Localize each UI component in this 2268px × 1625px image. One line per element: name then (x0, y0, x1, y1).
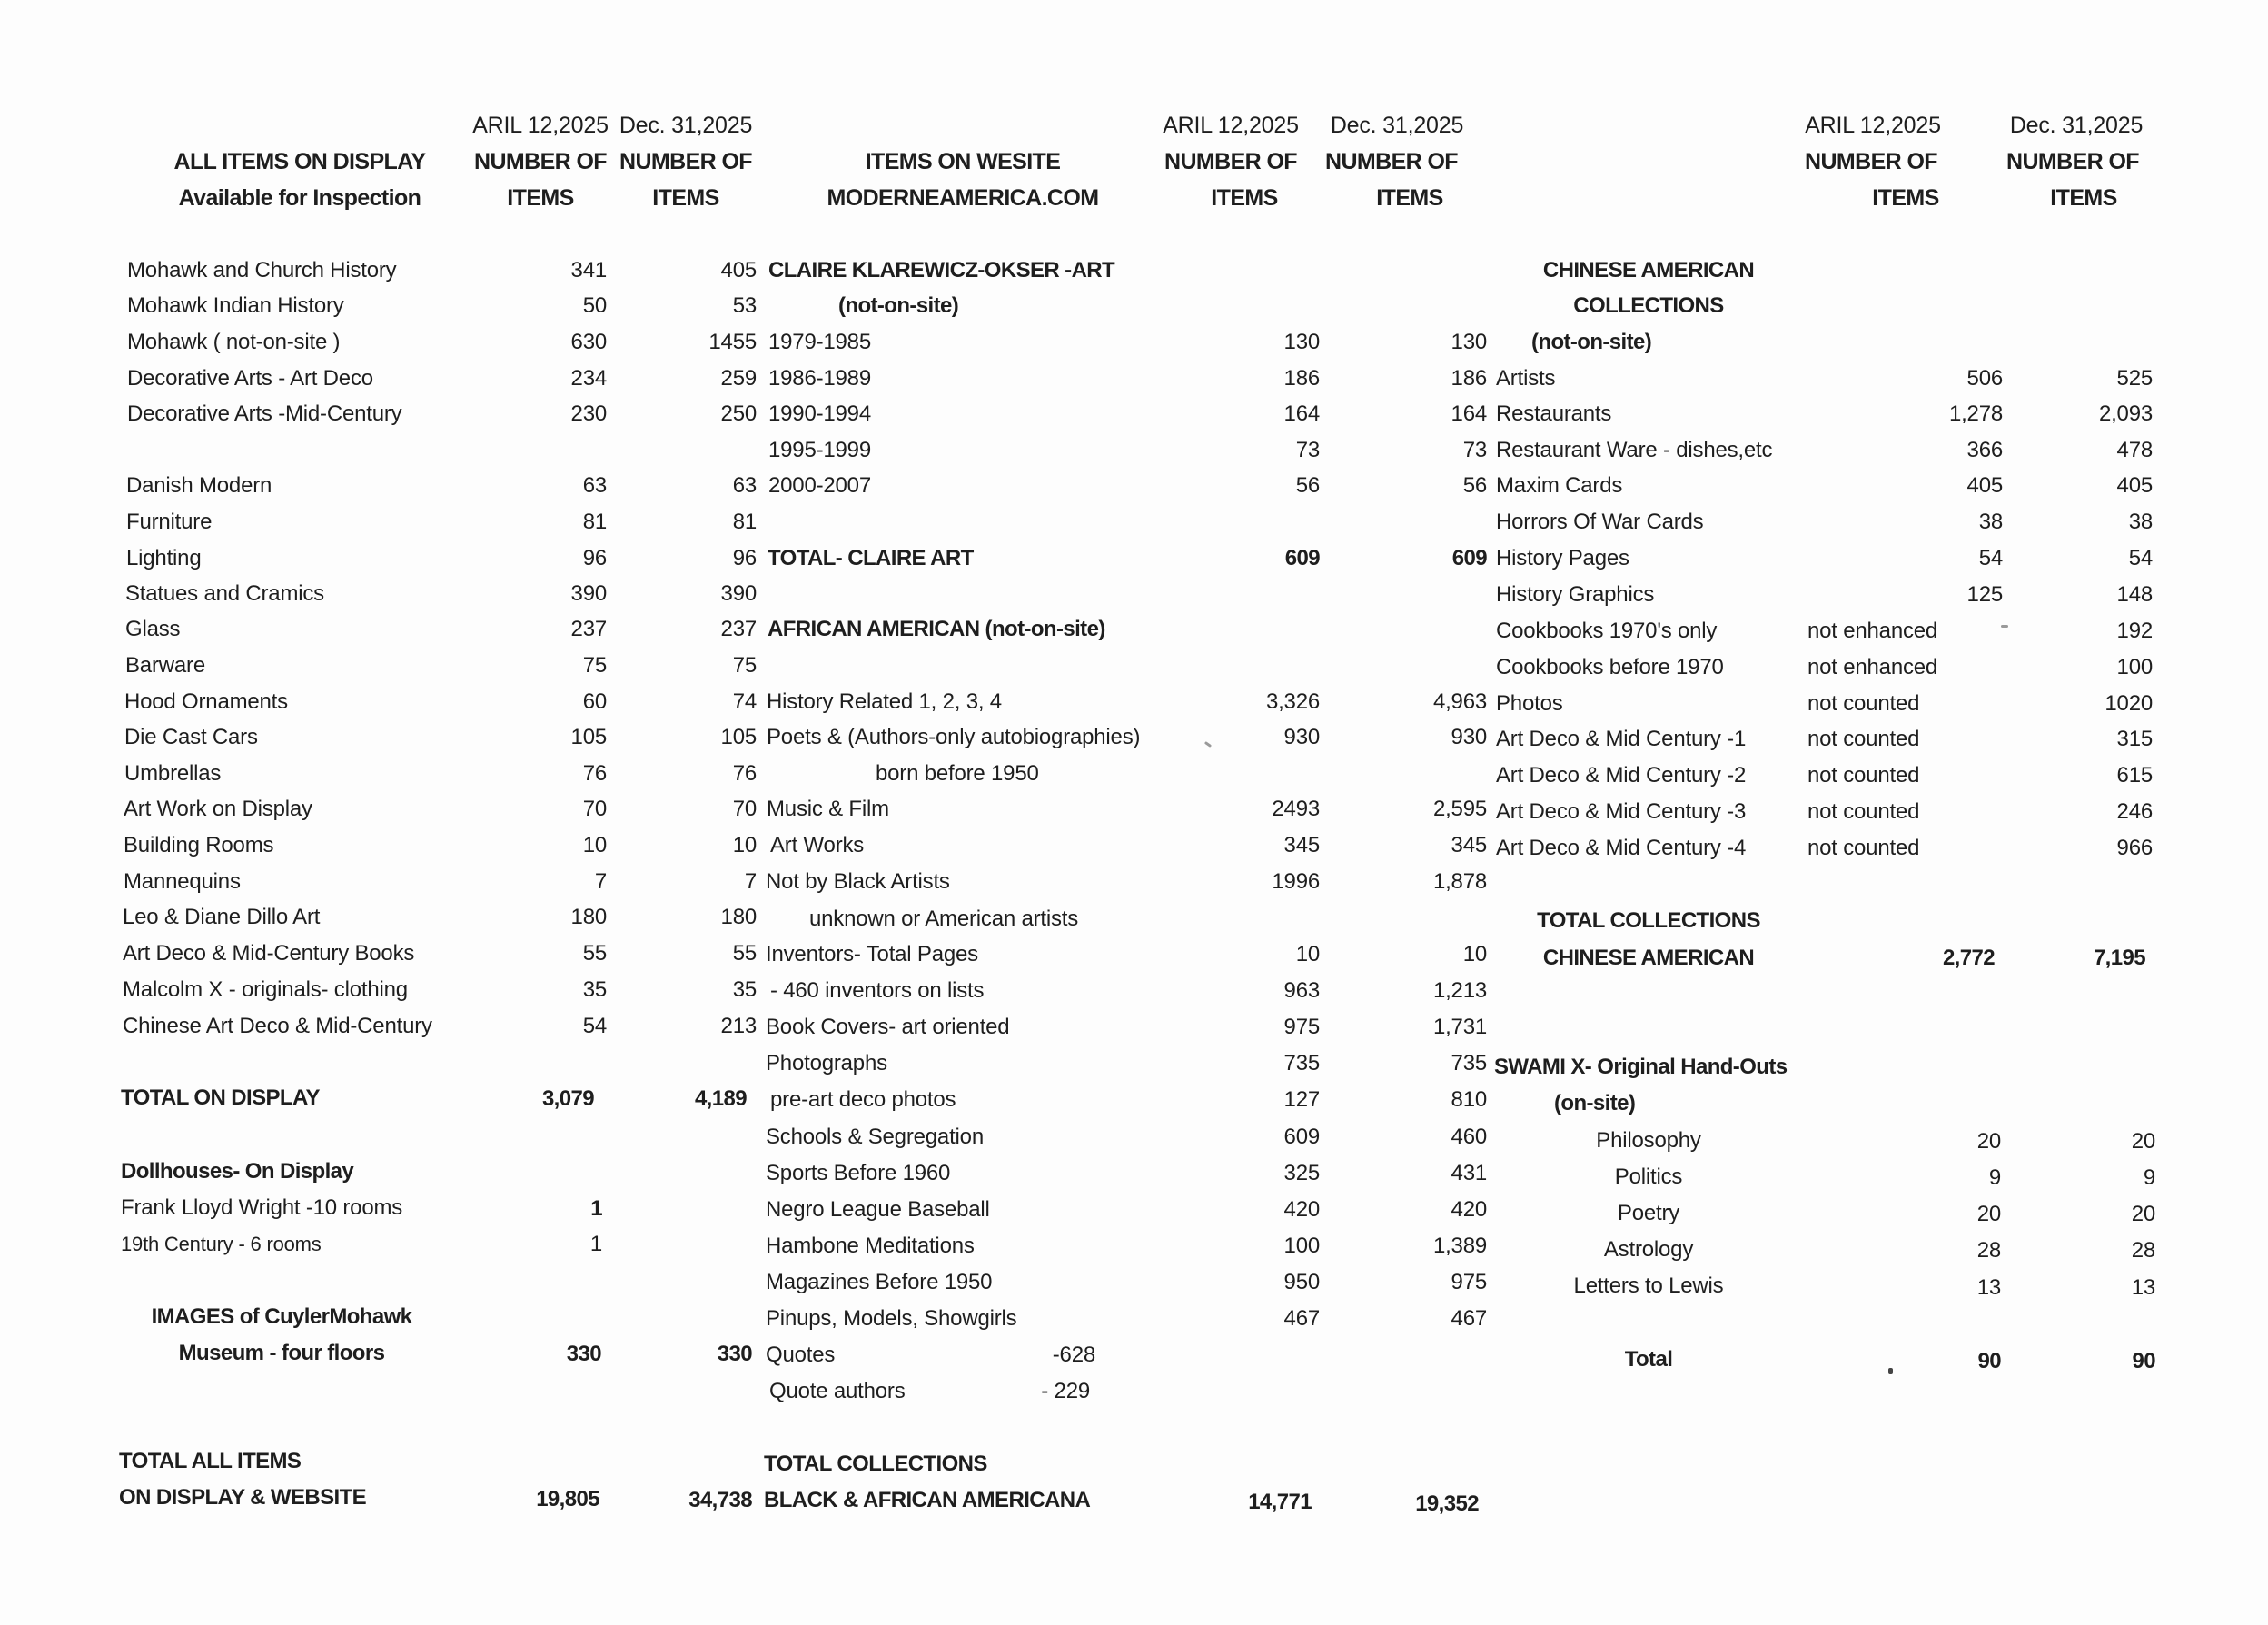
left-row-value-dec: 74 (732, 689, 757, 714)
left-row-label: Lighting (126, 546, 202, 570)
chinese-row-label: Art Deco & Mid Century -2 (1496, 763, 1747, 788)
aa-row-dec: 1,389 (1432, 1234, 1487, 1258)
aa-row-apr: 1996 (1272, 869, 1320, 894)
aa-row-apr: 467 (1283, 1306, 1320, 1331)
claire-row-dec: 73 (1462, 438, 1487, 462)
chinese-row-label: Photos (1496, 691, 1563, 716)
swami-row-label: Philosophy (1596, 1128, 1701, 1153)
aa-row-label: Music & Film (767, 797, 889, 821)
left-row-value-apr: 10 (582, 833, 607, 857)
left-row-value-dec: 53 (732, 293, 757, 318)
aa-row-label: Hambone Meditations (766, 1234, 975, 1258)
chinese-row-dec: 966 (2116, 836, 2153, 860)
left-row-value-apr: 81 (582, 510, 607, 534)
claire-row-apr: 130 (1283, 330, 1320, 354)
claire-row-dec: 186 (1451, 366, 1487, 391)
chinese-row-apr: 38 (1978, 510, 2003, 534)
left-row-value-dec: 259 (720, 366, 757, 391)
chinese-row-label: History Graphics (1496, 582, 1655, 607)
aa-row-dec: 930 (1451, 725, 1487, 749)
aa-total-apr: 14,771 (1248, 1490, 1312, 1514)
swami-total-label: Total (1624, 1347, 1673, 1372)
aa-row-apr: 950 (1283, 1270, 1320, 1294)
swami-row-dec: 20 (2131, 1129, 2155, 1154)
swami-total-apr: 90 (1977, 1349, 2001, 1373)
claire-row-apr: 73 (1295, 438, 1320, 462)
chinese-row-label: Cookbooks 1970's only (1496, 619, 1718, 643)
left-row-value-apr: 75 (582, 653, 607, 678)
scan-speck (1204, 741, 1212, 748)
mid-count-header1: NUMBER OF (1164, 149, 1297, 174)
chinese-row-label: Cookbooks before 1970 (1496, 655, 1724, 679)
swami-title: SWAMI X- Original Hand-Outs (1494, 1055, 1788, 1079)
dollhouse-row-label: 19th Century - 6 rooms (121, 1233, 322, 1255)
aa-row-apr: 127 (1283, 1087, 1320, 1112)
left-row-value-apr: 237 (570, 617, 607, 641)
left-row-value-dec: 105 (720, 725, 757, 749)
chinese-row-dec: 100 (2116, 655, 2153, 679)
aa-total-line2: BLACK & AFRICAN AMERICANA (764, 1488, 1091, 1512)
left-row-label: Danish Modern (126, 473, 272, 498)
mid-count-header2b: ITEMS (1376, 185, 1443, 211)
aa-row-label: Book Covers- art oriented (766, 1015, 1010, 1039)
swami-row-dec: 9 (2143, 1165, 2155, 1190)
scan-speck (2001, 625, 2008, 628)
grand-total-line2: ON DISPLAY & WEBSITE (119, 1485, 367, 1510)
left-row-label: Mohawk Indian History (127, 293, 344, 318)
chinese-row-apr: not enhanced (1807, 619, 1938, 643)
dollhouses-title: Dollhouses- On Display (121, 1159, 354, 1184)
quote-authors-label: Quote authors (769, 1379, 906, 1403)
chinese-row-dec: 525 (2116, 366, 2153, 391)
left-row-value-apr: 630 (570, 330, 607, 354)
aa-row-label: Sports Before 1960 (766, 1161, 951, 1185)
claire-row-label: 2000-2007 (768, 473, 871, 498)
chinese-total-apr: 2,772 (1942, 946, 1995, 970)
mid-title-line1: ITEMS ON WESITE (865, 149, 1061, 174)
aa-row-dec: 431 (1451, 1161, 1487, 1185)
swami-row-apr: 9 (1988, 1165, 2001, 1190)
chinese-row-label: Maxim Cards (1496, 473, 1623, 498)
left-row-value-apr: 55 (582, 941, 607, 966)
chinese-row-apr: 366 (1966, 438, 2003, 462)
aa-row-apr: 325 (1283, 1161, 1320, 1185)
mid-count-header2: NUMBER OF (1325, 149, 1458, 174)
claire-row-dec: 130 (1451, 330, 1487, 354)
chinese-row-apr: not counted (1807, 727, 1920, 751)
swami-row-apr: 20 (1976, 1202, 2001, 1226)
aa-row-dec: 1,213 (1432, 978, 1487, 1003)
aa-row-apr: 963 (1283, 978, 1320, 1003)
claire-total-dec: 609 (1451, 546, 1487, 570)
left-row-value-apr: 96 (582, 546, 607, 570)
swami-sub: (on-site) (1554, 1091, 1636, 1115)
aa-row-apr: 609 (1283, 1125, 1320, 1149)
left-row-value-apr: 60 (582, 689, 607, 714)
aa-row-label: Poets & (Authors-only autobiographies) (767, 725, 1141, 749)
aa-row-dec: 810 (1451, 1087, 1487, 1112)
chinese-row-dec: 148 (2116, 582, 2153, 607)
left-row-value-apr: 76 (582, 761, 607, 786)
left-row-value-dec: 76 (732, 761, 757, 786)
right-count-header1: NUMBER OF (1805, 149, 1937, 174)
chinese-row-dec: 478 (2116, 438, 2153, 462)
left-row-value-dec: 81 (732, 510, 757, 534)
left-row-value-dec: 237 (720, 617, 757, 641)
aa-row-dec: 10 (1462, 942, 1487, 966)
aa-row-label: Inventors- Total Pages (766, 942, 978, 966)
left-row-label: Decorative Arts -Mid-Century (127, 401, 402, 426)
chinese-row-dec: 38 (2128, 510, 2153, 534)
left-row-label: Art Deco & Mid-Century Books (123, 941, 415, 966)
aa-row-dec: 735 (1451, 1051, 1487, 1075)
left-row-value-apr: 54 (582, 1014, 607, 1038)
claire-row-label: 1995-1999 (768, 438, 871, 462)
chinese-row-label: Restaurant Ware - dishes,etc (1496, 438, 1773, 462)
left-row-value-apr: 50 (582, 293, 607, 318)
claire-section-sub: (not-on-site) (838, 293, 959, 318)
chinese-title-line2: COLLECTIONS (1573, 293, 1724, 318)
left-count-header1: NUMBER OF (474, 149, 607, 174)
claire-row-label: 1990-1994 (768, 401, 871, 426)
chinese-row-apr: 125 (1966, 582, 2003, 607)
swami-total-dec: 90 (2132, 1349, 2155, 1373)
aa-row-label: pre-art deco photos (770, 1087, 956, 1112)
swami-row-label: Politics (1614, 1164, 1683, 1189)
left-row-label: Decorative Arts - Art Deco (127, 366, 373, 391)
left-date1: ARIL 12,2025 (472, 113, 609, 138)
left-total-dec: 4,189 (694, 1086, 747, 1111)
left-row-value-dec: 7 (744, 869, 757, 894)
aa-row-dec: 1,878 (1432, 869, 1487, 894)
left-row-value-apr: 7 (594, 869, 607, 894)
left-row-value-dec: 75 (732, 653, 757, 678)
dollhouse-row-value: 1 (590, 1196, 602, 1221)
claire-row-apr: 186 (1283, 366, 1320, 391)
left-row-label: Die Cast Cars (124, 725, 258, 749)
aa-row-dec: 2,595 (1432, 797, 1487, 821)
aa-row-label: Pinups, Models, Showgirls (766, 1306, 1017, 1331)
left-total-apr: 3,079 (541, 1086, 594, 1111)
chinese-row-label: Horrors Of War Cards (1496, 510, 1704, 534)
left-date2: Dec. 31,2025 (619, 113, 753, 138)
left-count-header2b: ITEMS (652, 185, 719, 211)
images-title-line2: Museum - four floors (178, 1341, 385, 1365)
aa-row-label: History Related 1, 2, 3, 4 (767, 689, 1002, 714)
left-row-label: Hood Ornaments (124, 689, 288, 714)
aa-row-apr: 2493 (1272, 797, 1320, 821)
chinese-row-dec: 54 (2128, 546, 2153, 570)
aa-row-label: unknown or American artists (809, 907, 1079, 931)
grand-total-dec: 34,738 (688, 1488, 752, 1512)
aa-row-label: - 460 inventors on lists (770, 978, 985, 1003)
aa-row-dec: 420 (1451, 1197, 1487, 1222)
aa-row-apr: 3,326 (1265, 689, 1320, 714)
aa-row-label: Photographs (766, 1051, 887, 1075)
chinese-row-dec: 315 (2116, 727, 2153, 751)
left-row-value-apr: 234 (570, 366, 607, 391)
claire-row-label: 1986-1989 (768, 366, 871, 391)
aa-row-dec: 975 (1451, 1270, 1487, 1294)
quotes-value: -628 (1052, 1343, 1095, 1367)
left-title-line2: Available for Inspection (178, 185, 421, 211)
quotes-label: Quotes (766, 1343, 836, 1367)
aa-row-apr: 345 (1283, 833, 1320, 857)
right-date2: Dec. 31,2025 (2009, 113, 2144, 138)
aa-total-dec: 19,352 (1415, 1491, 1479, 1516)
scan-speck (1888, 1368, 1893, 1374)
claire-total-apr: 609 (1284, 546, 1320, 570)
left-row-value-apr: 105 (570, 725, 607, 749)
left-row-label: Furniture (126, 510, 213, 534)
left-row-label: Barware (125, 653, 205, 678)
left-row-value-apr: 390 (570, 581, 607, 606)
swami-row-apr: 13 (1976, 1275, 2001, 1300)
left-row-label: Mannequins (124, 869, 241, 894)
chinese-row-dec: 405 (2116, 473, 2153, 498)
right-count-header2b: ITEMS (2050, 185, 2117, 211)
left-row-value-dec: 70 (732, 797, 757, 821)
left-row-value-dec: 1455 (708, 330, 757, 354)
left-row-value-dec: 213 (720, 1014, 757, 1038)
left-total-label: TOTAL ON DISPLAY (121, 1085, 320, 1110)
chinese-row-label: Artists (1496, 366, 1556, 391)
aa-row-label: Negro League Baseball (766, 1197, 990, 1222)
chinese-row-apr: not counted (1807, 763, 1920, 788)
left-row-value-apr: 230 (570, 401, 607, 426)
right-date1: ARIL 12,2025 (1805, 113, 1941, 138)
left-row-value-dec: 55 (732, 941, 757, 966)
grand-total-apr: 19,805 (536, 1487, 599, 1511)
swami-row-dec: 28 (2131, 1238, 2155, 1263)
aa-row-dec: 1,731 (1432, 1015, 1487, 1039)
chinese-row-apr: not counted (1807, 836, 1920, 860)
chinese-row-apr: not counted (1807, 799, 1920, 824)
dollhouse-row-label: Frank Lloyd Wright -10 rooms (121, 1195, 403, 1220)
chinese-total-line2: CHINESE AMERICAN (1542, 946, 1755, 970)
left-row-value-apr: 63 (582, 473, 607, 498)
aa-row-label: Magazines Before 1950 (766, 1270, 993, 1294)
left-count-header2: NUMBER OF (619, 149, 752, 174)
left-row-label: Malcolm X - originals- clothing (123, 977, 408, 1002)
left-row-value-apr: 341 (570, 258, 607, 282)
chinese-row-dec: 615 (2116, 763, 2153, 788)
left-row-value-dec: 96 (732, 546, 757, 570)
left-row-value-apr: 35 (582, 977, 607, 1002)
aa-row-apr: 975 (1283, 1015, 1320, 1039)
aa-row-apr: 930 (1283, 725, 1320, 749)
chinese-total-dec: 7,195 (2093, 946, 2145, 970)
aa-row-apr: 100 (1283, 1234, 1320, 1258)
right-count-header1b: ITEMS (1872, 185, 1939, 211)
chinese-row-apr: not enhanced (1807, 655, 1938, 679)
claire-section-title: CLAIRE KLAREWICZ-OKSER -ART (768, 258, 1115, 282)
aa-row-label: born before 1950 (876, 761, 1039, 786)
chinese-row-label: Art Deco & Mid Century -3 (1496, 799, 1747, 824)
aa-row-dec: 460 (1451, 1125, 1487, 1149)
claire-row-dec: 56 (1462, 473, 1487, 498)
left-row-value-dec: 390 (720, 581, 757, 606)
chinese-total-line1: TOTAL COLLECTIONS (1537, 908, 1760, 933)
left-title-line1: ALL ITEMS ON DISPLAY (173, 149, 426, 174)
aa-row-apr: 10 (1295, 942, 1320, 966)
mid-count-header1b: ITEMS (1211, 185, 1278, 211)
left-row-label: Statues and Cramics (125, 581, 324, 606)
left-row-value-apr: 70 (582, 797, 607, 821)
chinese-row-apr: 506 (1966, 366, 2003, 391)
left-row-value-dec: 10 (732, 833, 757, 857)
chinese-row-apr: 405 (1966, 473, 2003, 498)
aa-row-dec: 467 (1451, 1306, 1487, 1331)
left-row-label: Umbrellas (124, 761, 222, 786)
left-row-label: Mohawk ( not-on-site ) (127, 330, 341, 354)
swami-row-label: Letters to Lewis (1573, 1273, 1724, 1298)
aa-row-apr: 420 (1283, 1197, 1320, 1222)
swami-row-apr: 28 (1976, 1238, 2001, 1263)
chinese-row-dec: 192 (2116, 619, 2153, 643)
dollhouse-row-value: 1 (589, 1232, 602, 1256)
left-row-value-apr: 180 (570, 905, 607, 929)
chinese-row-label: Restaurants (1496, 401, 1612, 426)
left-row-label: Glass (125, 617, 181, 641)
grand-total-line1: TOTAL ALL ITEMS (119, 1449, 302, 1473)
claire-row-apr: 56 (1295, 473, 1320, 498)
images-title-line1: IMAGES of CuylerMohawk (151, 1304, 412, 1329)
left-row-value-dec: 250 (720, 401, 757, 426)
aa-row-label: Not by Black Artists (766, 869, 950, 894)
mid-date2: Dec. 31,2025 (1330, 113, 1464, 138)
swami-row-label: Poetry (1617, 1201, 1680, 1225)
left-row-value-dec: 63 (732, 473, 757, 498)
chinese-row-dec: 246 (2116, 799, 2153, 824)
left-count-header1b: ITEMS (507, 185, 574, 211)
chinese-title-line1: CHINESE AMERICAN (1542, 258, 1755, 282)
claire-row-apr: 164 (1283, 401, 1320, 426)
left-row-value-dec: 405 (720, 258, 757, 282)
claire-row-label: 1979-1985 (768, 330, 871, 354)
aa-row-label: Art Works (770, 833, 865, 857)
chinese-sub: (not-on-site) (1531, 330, 1652, 354)
aa-total-line1: TOTAL COLLECTIONS (764, 1452, 987, 1476)
chinese-row-apr: 54 (1978, 546, 2003, 570)
swami-row-dec: 20 (2131, 1202, 2155, 1226)
left-row-label: Chinese Art Deco & Mid-Century (123, 1014, 432, 1038)
chinese-row-apr: not counted (1807, 691, 1920, 716)
african-american-title: AFRICAN AMERICAN (not-on-site) (768, 617, 1105, 641)
quote-authors-value: - 229 (1041, 1379, 1090, 1403)
chinese-row-apr: 1,278 (1948, 401, 2003, 426)
aa-row-dec: 345 (1451, 833, 1487, 857)
chinese-row-label: History Pages (1496, 546, 1629, 570)
left-row-label: Leo & Diane Dillo Art (123, 905, 321, 929)
left-row-label: Mohawk and Church History (127, 258, 397, 282)
claire-total-label: TOTAL- CLAIRE ART (768, 546, 974, 570)
aa-row-dec: 4,963 (1432, 689, 1487, 714)
chinese-row-dec: 1020 (2105, 691, 2153, 716)
mid-title-line2: MODERNEAMERICA.COM (827, 185, 1099, 211)
images-value-dec: 330 (717, 1342, 752, 1366)
left-row-value-dec: 35 (732, 977, 757, 1002)
aa-row-label: Schools & Segregation (766, 1125, 984, 1149)
left-row-label: Building Rooms (124, 833, 274, 857)
swami-row-dec: 13 (2131, 1275, 2155, 1300)
aa-row-apr: 735 (1283, 1051, 1320, 1075)
mid-date1: ARIL 12,2025 (1163, 113, 1299, 138)
right-count-header2: NUMBER OF (2006, 149, 2139, 174)
swami-row-label: Astrology (1603, 1237, 1694, 1262)
left-row-value-dec: 180 (720, 905, 757, 929)
left-row-label: Art Work on Display (124, 797, 312, 821)
chinese-row-label: Art Deco & Mid Century -4 (1496, 836, 1747, 860)
chinese-row-dec: 2,093 (2098, 401, 2153, 426)
claire-row-dec: 164 (1451, 401, 1487, 426)
chinese-row-label: Art Deco & Mid Century -1 (1496, 727, 1747, 751)
swami-row-apr: 20 (1976, 1129, 2001, 1154)
images-value-apr: 330 (566, 1342, 601, 1366)
